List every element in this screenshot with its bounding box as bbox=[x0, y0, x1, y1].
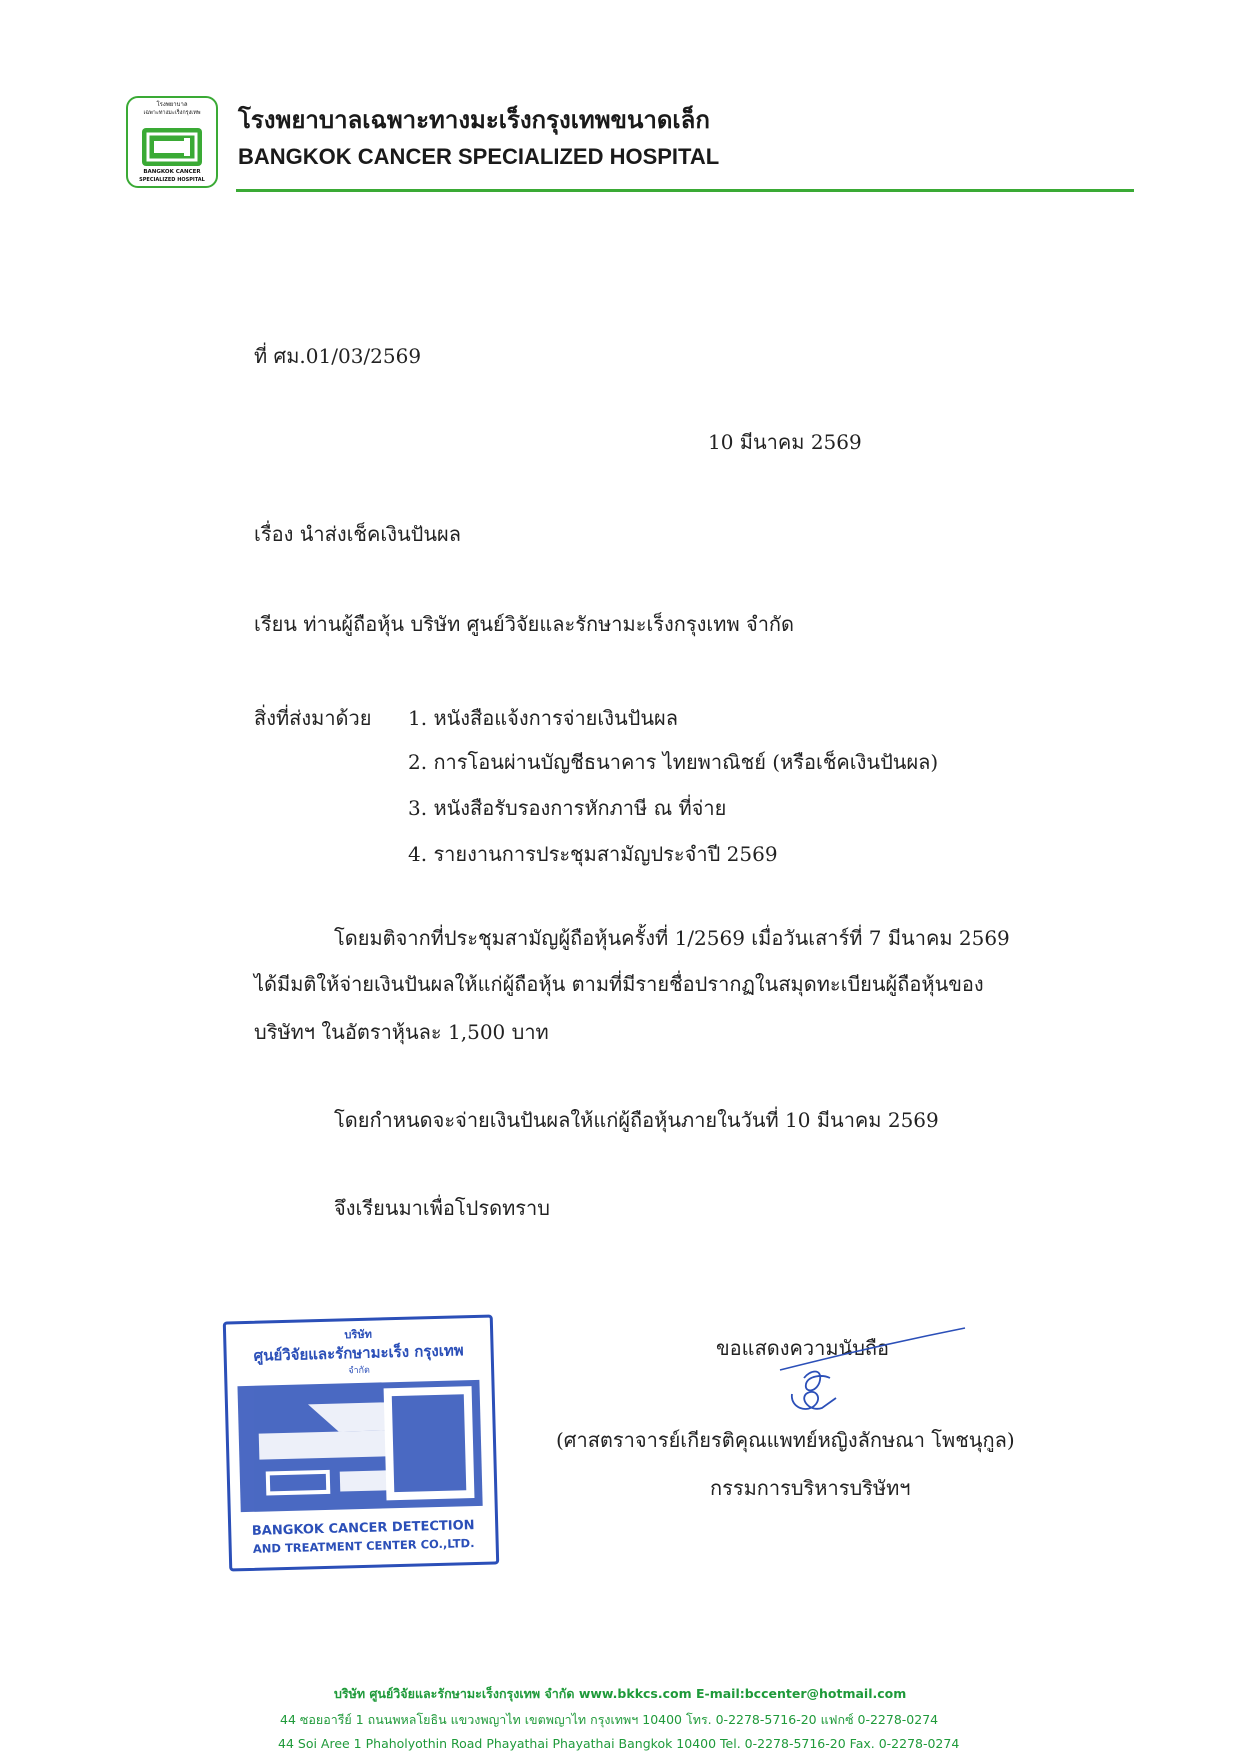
closing-phrase: ขอแสดงความนับถือ bbox=[716, 1336, 890, 1360]
signatory-name: (ศาสตราจารย์เกียรติคุณแพทย์หญิงลักษณา โพชนุกูล) bbox=[556, 1428, 1015, 1452]
logo-emblem-icon bbox=[142, 128, 202, 166]
stamp-top-small: บริษัท bbox=[344, 1327, 373, 1342]
stamp-top-line: ศูนย์วิจัยและรักษามะเร็ง กรุงเทพ bbox=[253, 1341, 464, 1365]
logo-th-line1: โรงพยาบาล bbox=[156, 101, 188, 108]
enclosures-label: สิ่งที่ส่งมาด้วย bbox=[254, 706, 372, 730]
letter-date: 10 มีนาคม 2569 bbox=[708, 430, 862, 454]
footer-line-3: 44 Soi Aree 1 Phaholyothin Road Phayathai Phayathai Bangkok 10400 Tel. 0-2278-5716-20 Fax. 0-2278-0274 bbox=[278, 1736, 960, 1751]
logo-en-line2: SPECIALIZED HOSPITAL bbox=[139, 177, 205, 183]
hospital-name-thai: โรงพยาบาลเฉพาะทางมะเร็งกรุงเทพขนาดเล็ก bbox=[238, 106, 710, 134]
paragraph-1-line-3: บริษัทฯ ในอัตราหุ้นละ 1,500 บาท bbox=[254, 1020, 549, 1044]
stamp-bottom-line-1: BANGKOK CANCER DETECTION bbox=[251, 1518, 475, 1539]
paragraph-3: จึงเรียนมาเพื่อโปรดทราบ bbox=[334, 1196, 550, 1220]
paragraph-2: โดยกำหนดจะจ่ายเงินปันผลให้แก่ผู้ถือหุ้นภายในวันที่ 10 มีนาคม 2569 bbox=[334, 1108, 939, 1132]
footer-line-2: 44 ซอยอารีย์ 1 ถนนพหลโยธิน แขวงพญาไท เขตพญาไท กรุงเทพฯ 10400 โทร. 0-2278-5716-20 แฟกซ์ 0-2278-0274 bbox=[280, 1712, 939, 1727]
hospital-name-english: BANGKOK CANCER SPECIALIZED HOSPITAL bbox=[238, 144, 720, 169]
hospital-logo bbox=[126, 96, 218, 188]
enclosure-item: 3. หนังสือรับรองการหักภาษี ณ ที่จ่าย bbox=[408, 796, 727, 820]
enclosure-item: 4. รายงานการประชุมสามัญประจำปี 2569 bbox=[408, 842, 778, 866]
stamp-bottom-line-2: AND TREATMENT CENTER CO.,LTD. bbox=[252, 1536, 475, 1556]
logo-th-line2: เฉพาะทางมะเร็งกรุงเทพ bbox=[143, 110, 201, 116]
stamp-top-sub: จำกัด bbox=[348, 1365, 371, 1377]
enclosure-item: 2. การโอนผ่านบัญชีธนาคาร ไทยพาณิชย์ (หรือเช็คเงินปันผล) bbox=[408, 750, 939, 774]
footer-line-1: บริษัท ศูนย์วิจัยและรักษามะเร็งกรุงเทพ จำกัด www.bkkcs.com E-mail:bccenter@hotmail.com bbox=[334, 1686, 907, 1701]
letter-subject: เรื่อง นำส่งเช็คเงินปันผล bbox=[254, 522, 461, 546]
paragraph-1-line-2: ได้มีมติให้จ่ายเงินปันผลให้แก่ผู้ถือหุ้น ตามที่มีรายชื่อปรากฏในสมุดทะเบียนผู้ถือหุ้นของ bbox=[254, 972, 984, 996]
stamp-emblem-icon bbox=[237, 1380, 482, 1512]
signatory-title: กรรมการบริหารบริษัทฯ bbox=[710, 1476, 911, 1500]
letter-recipient: เรียน ท่านผู้ถือหุ้น บริษัท ศูนย์วิจัยและรักษามะเร็งกรุงเทพ จำกัด bbox=[254, 612, 795, 636]
logo-en-line1: BANGKOK CANCER bbox=[143, 169, 201, 175]
enclosure-item: 1. หนังสือแจ้งการจ่ายเงินปันผล bbox=[408, 706, 679, 730]
paragraph-1-line-1: โดยมติจากที่ประชุมสามัญผู้ถือหุ้นครั้งที่ 1/2569 เมื่อวันเสาร์ที่ 7 มีนาคม 2569 bbox=[334, 926, 1010, 950]
handwritten-signature bbox=[760, 1320, 980, 1420]
company-stamp bbox=[223, 1315, 499, 1572]
reference-number: ที่ ศม.01/03/2569 bbox=[254, 344, 422, 368]
letterhead-divider bbox=[236, 189, 1134, 192]
